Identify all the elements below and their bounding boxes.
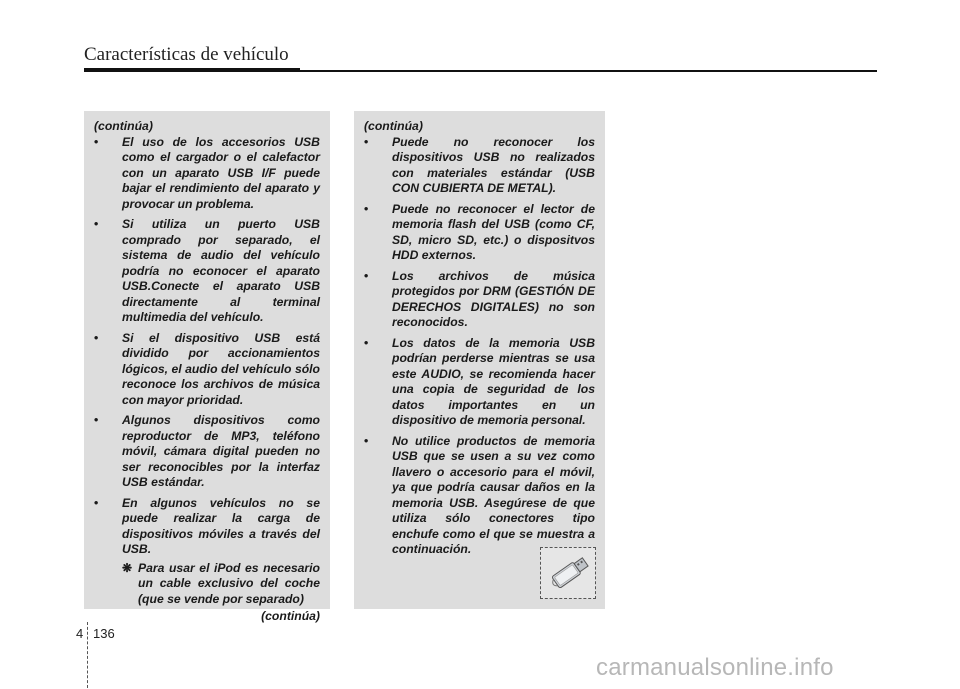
page-number: 136 bbox=[93, 626, 115, 641]
usb-plug-icon bbox=[541, 548, 595, 598]
list-item: • Si el dispositivo USB está dividido por accionamientos lógicos, el audio del vehículo sólo reconoce los archivos de música con mayor prioridad. bbox=[94, 331, 320, 409]
left-column bbox=[84, 111, 330, 623]
list-item: • No utilice productos de memoria USB que se usen a su vez como llavero o accesorio para el móvil, ya que podría causar daños en la memoria USB. Asegúrese de que utiliza sólo conectores tipo enchufe como el que se muestra a continuación. bbox=[364, 434, 595, 558]
left-continued-foot: (continúa) bbox=[261, 609, 320, 623]
usb-figure bbox=[540, 547, 596, 599]
list-item: • Los datos de la memoria USB podrían perderse mientras se usa este AUDIO, se recomienda hacer una copia de seguridad de los datos importantes en un dispositivo de memoria personal. bbox=[364, 336, 595, 429]
watermark: carmanualsonline.info bbox=[596, 654, 834, 681]
right-bullet-list bbox=[364, 135, 595, 558]
page-footer bbox=[76, 618, 196, 688]
list-item: • Si utiliza un puerto USB comprado por separado, el sistema de audio del vehículo podría no econocer el aparato USB.Conecte el aparato USB directamente al terminal multimedia del vehículo. bbox=[94, 217, 320, 326]
list-item: • En algunos vehículos no se puede realizar la carga de dispositivos móviles a través del USB. bbox=[94, 496, 320, 558]
chapter-number: 4 bbox=[76, 626, 84, 641]
list-item: • Algunos dispositivos como reproductor de MP3, teléfono móvil, cámara digital pueden no ser reconocibles por la interfaz USB estándar. bbox=[94, 413, 320, 491]
footer-divider bbox=[87, 622, 88, 688]
list-item: • Puede no reconocer los dispositivos USB no realizados con materiales estándar (USB CON CUBIERTA DE METAL). bbox=[364, 135, 595, 197]
right-continued-head: (continúa) bbox=[364, 119, 423, 133]
left-bullet-list bbox=[94, 135, 320, 558]
note-asterisk-icon: ❋ bbox=[122, 560, 133, 575]
header-rule-thin bbox=[300, 70, 877, 72]
right-column bbox=[354, 111, 605, 609]
page-header-title: Características de vehículo bbox=[84, 44, 289, 65]
note-text: Para usar el iPod es necesario un cable exclusivo del coche (que se vende por separado) bbox=[138, 560, 320, 606]
ipod-note bbox=[94, 561, 320, 608]
list-item: • El uso de los accesorios USB como el cargador o el calefactor con un aparato USB I/F puede bajar el rendimiento del aparato y provocar un problema. bbox=[94, 135, 320, 213]
list-item: • Los archivos de música protegidos por DRM (GESTIÓN DE DERECHOS DIGITALES) no son reconocidos. bbox=[364, 269, 595, 331]
left-continued-head: (continúa) bbox=[94, 119, 153, 133]
list-item: • Puede no reconocer el lector de memoria flash del USB (como CF, SD, micro SD, etc.) o dispositvos HDD externos. bbox=[364, 202, 595, 264]
header-rule-thick bbox=[84, 68, 300, 72]
